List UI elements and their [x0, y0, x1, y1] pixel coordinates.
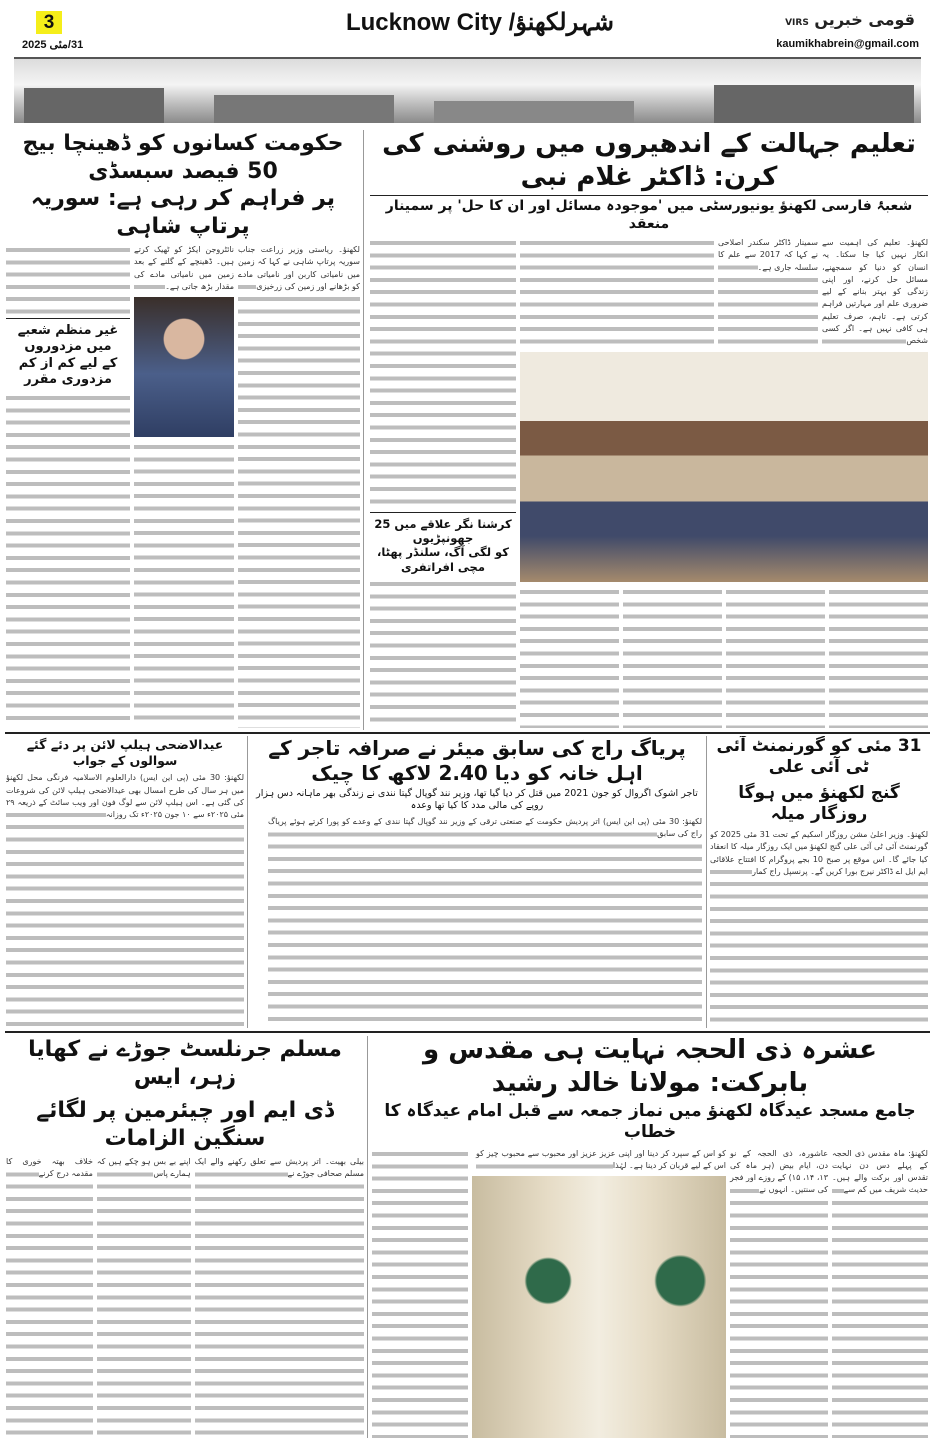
prayagraj-subheadline: تاجر اشوک اگروال کو جون 2021 میں قتل کر دیا گیا تھا، وزیر نند گوپال گپتا نندی نے زندگی بھر ماہانہ دس ہزار روپے کی مالی مدد کا کیا تھا وعدہ — [256, 788, 698, 811]
headline-line: پر فراہم کر رہی ہے: سوریہ پرتاپ شاہی — [30, 186, 336, 239]
headline-line: ڈی ایم اور چیئرمین پر لگائے سنگین الزامات — [36, 1098, 334, 1151]
headline-line: 31 مئی کو گورنمنٹ آئی ٹی آئی علی — [716, 736, 922, 778]
headline-line: حکومت کسانوں کو ڈھینچا بیج 50 فیصد سبسڈی — [22, 131, 344, 184]
divider — [370, 195, 928, 196]
prayagraj-article — [252, 736, 702, 1028]
kisan-article — [6, 130, 360, 728]
contact-email[interactable]: kaumikhabrein@gmail.com — [776, 38, 919, 50]
ashra-subheadline: جامع مسجد عیدگاہ لکھنؤ میں نماز جمعہ سے قبل امام عیدگاہ کا خطاب — [384, 1101, 916, 1143]
lucknow-skyline-banner — [14, 57, 921, 123]
section-divider — [5, 1031, 930, 1033]
eid-helpline-body: لکھنؤ: 30 مئی (پی این ایس) دارالعلوم الاسلامیہ فرنگی محل لکھنؤ میں ہر سال کی طرح امسال بھی عیدالاضحی ہیلپ لائن کی شروعات کی گئی ہے۔ اس ہیلپ لائن سے لوگ فون اور ویب سائٹ کے ذریعہ ۲۹ مئی ۲۰۲۵ء سے ۱۰ جون ۲۰۲۵ء تک روزانہ — [6, 772, 244, 1028]
logo-mark-icon: VIRS — [785, 18, 809, 28]
ashra-body-col-2: عاشورہ، ذی الحجہ کے نو دن، ایام بیض (ہر ماہ کی ۱۳، ۱۴، ۱۵) کے روزے اور فجر کی سنتیں۔ انہوں نے — [730, 1148, 828, 1439]
mosque-imam-photo — [472, 1176, 726, 1438]
krishna-body — [370, 578, 516, 728]
divider — [370, 512, 516, 513]
taleem-headline: تعلیم جہالت کے اندھیروں میں روشنی کی کرن: ڈاکٹر غلام نبی — [382, 129, 916, 192]
taleem-body-col-2: سمینار ڈاکٹر سکندر اصلاحی نے کہا کہ 2017 سے علم کا سلسلہ جاری ہے۔ — [718, 237, 818, 348]
journalist-body-col-1: بیلی بھیت۔ اتر پردیش سے تعلق رکھنے والے ایک مسلم صحافی جوڑے نے — [195, 1156, 364, 1438]
section-title: Lucknow City /شہرلکھنؤ — [345, 9, 615, 36]
journalist-body-col-3: خلاف بھتہ خوری کا مقدمہ درج کرنے — [6, 1156, 93, 1438]
taleem-body-col-5 — [829, 586, 928, 728]
mazdoor-headline — [6, 323, 130, 388]
page-number: 3 — [36, 11, 62, 34]
rozgar-body: لکھنؤ۔ وزیر اعلیٰ مشن روزگار اسکیم کے تحت 31 مئی 2025 کو گورنمنٹ آئی ٹی آئی علی گنج لکھنؤ میں ایک روزگار میلہ کا انعقاد کیا جائے گا۔ اس موقع پر صبح 10 بجے پروگرام کا افتتاح علاقائی ایم ایل اے ڈاکٹر نیرج بورا کریں گے۔ پرنسپل راج کمار — [710, 829, 928, 1028]
taleem-body-col-6 — [726, 586, 825, 728]
kisan-body-col-1: لکھنؤ۔ ریاستی وزیر زراعت جناب سوریہ پرتاپ شاہی نے کہا کہ زمین میں نامیاتی کاربن اور نامیاتی مادے کو بڑھانے اور زمین کی زرخیزی — [238, 244, 360, 728]
column-divider — [706, 736, 707, 1028]
taleem-article — [370, 128, 928, 728]
seminar-group-photo — [520, 352, 928, 582]
headline-line: گنج لکھنؤ میں ہوگا روزگار میلہ — [738, 782, 900, 824]
mazdoor-body — [6, 392, 130, 728]
section-divider — [5, 732, 930, 734]
column-divider — [363, 130, 364, 730]
ashra-article — [372, 1034, 928, 1438]
krishna-headline — [370, 517, 516, 575]
headline-line: مسلم جرنلسٹ جوڑے نے کھایا زہر، ایس — [28, 1037, 342, 1090]
minister-photo — [134, 297, 234, 437]
taleem-body-col-7 — [623, 586, 722, 728]
kisan-body-col-4 — [6, 244, 130, 314]
prayagraj-headline: پریاگ راج کی سابق میئر نے صرافہ تاجر کے اہل خانہ کو دیا 2.40 لاکھ کا چیک — [268, 736, 686, 785]
taleem-subheadline: شعبۂ فارسی لکھنؤ یونیورسٹی میں 'موجودہ مسائل اور ان کا حل' پر سمینار منعقد — [385, 198, 913, 232]
rozgar-headline — [710, 736, 928, 825]
kisan-headline — [6, 130, 360, 240]
journalist-body-col-2: اپنے بے بس ہو چکے ہیں کہ ہمارے پاس — [97, 1156, 191, 1438]
taleem-body-col-4 — [370, 237, 516, 508]
ashra-body-col-5 — [372, 1148, 468, 1439]
taleem-body-col-1: لکھنؤ۔ تعلیم کی اہمیت سے انکار نہیں کیا جا سکتا۔ یہ انسان کو دنیا کو سمجھنے، مسائل حل کرنے، اور اپنی زندگی کو بہتر بنانے کے لیے ضروری علم اور مہارتیں فراہم کرتی ہے۔ تاہم، صرف تعلیم ہی کافی نہیں ہے۔ اگر کسی شخص — [822, 237, 928, 348]
headline-line: غیر منظم شعبے میں مزدوروں — [17, 323, 119, 355]
kisan-body-col-3 — [134, 441, 234, 728]
taleem-body-col-8 — [520, 586, 619, 728]
headline-line: کو لگی آگ، سلنڈر پھٹا، مچی افراتفری — [377, 545, 509, 574]
prayagraj-body-col-1: لکھنؤ: 30 مئی (پی این ایس) اتر پردیش حکومت کے صنعتی ترقی کے وزیر نند گوپال گپتا نندی کے وعدے کو پورا کرتے ہوئے پریاگ راج کی سابق — [268, 816, 702, 1028]
logo-text: قومی خبریں — [814, 10, 915, 29]
rozgar-article — [710, 736, 928, 1028]
journalist-headline — [6, 1036, 364, 1152]
newspaper-logo — [785, 10, 915, 29]
kisan-body-col-2: نائٹروجن ایکڑ کو ٹھیک کرتے ہیں۔ ڈھینچے کے گلنے کے بعد زمین میں نامیاتی مادے کی مقدار بڑھ جاتی ہے۔ — [134, 244, 234, 293]
eid-helpline-headline: عیدالاضحی ہیلپ لائن پر دئے گئے سوالوں کے جواب — [26, 737, 224, 768]
ashra-headline: عشرہ ذی الحجہ نہایت ہی مقدس و بابرکت: مولانا خالد رشید — [423, 1035, 877, 1098]
column-divider — [247, 736, 248, 1028]
issue-date: 31/مئی 2025 — [22, 39, 84, 51]
headline-line: کے لیے کم از کم مزدوری مقرر — [18, 355, 118, 387]
headline-line: کرشنا نگر علاقے میں 25 جھونپڑیوں — [374, 516, 512, 545]
ashra-body-col-1: لکھنؤ: ماہ مقدس ذی الحجہ کے پہلے دس دن نہایت تقدس اور برکت والے ہیں۔ حدیث شریف میں کم سے — [832, 1148, 928, 1439]
journalist-article — [6, 1036, 364, 1438]
ashra-body-col-3: کو اس کے سپرد کر دینا اور اپنی عزیز عزیز اور محبوب سے محبوب چیز کو اس کے لیے قربان کر دینا ہے۔ لہٰذا — [476, 1148, 726, 1173]
column-divider — [367, 1036, 368, 1438]
eid-helpline-article — [6, 737, 244, 1028]
taleem-body-col-3 — [520, 237, 714, 348]
